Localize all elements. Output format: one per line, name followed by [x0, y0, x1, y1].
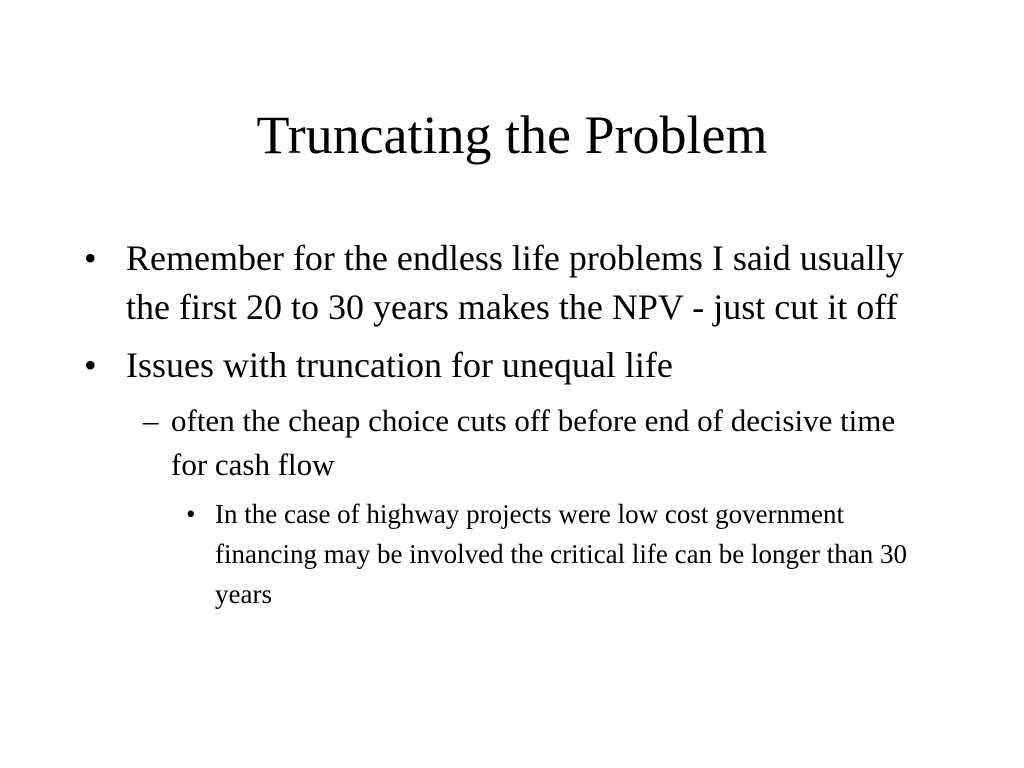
bullet-item [84, 234, 914, 332]
slide-title: Truncating the Problem [256, 105, 768, 165]
sub-bullet-text: often the cheap choice cuts off before end of decisive time for cash flow [171, 403, 896, 482]
sub-bullet-item [84, 399, 914, 487]
dash-marker: – [143, 403, 159, 438]
bullet-marker: • [84, 345, 97, 385]
sub-sub-bullet-text: In the case of highway projects were low cost government financing may be involved the critical life can be longer than 30 years [215, 499, 907, 609]
slide-body [84, 234, 914, 614]
bullet-marker: • [186, 499, 196, 529]
bullet-item [84, 341, 914, 390]
bullet-marker: • [84, 238, 97, 278]
sub-sub-bullet-item [84, 494, 914, 614]
bullet-text: Issues with truncation for unequal life [126, 345, 673, 385]
bullet-text: Remember for the endless life problems I said usually the first 20 to 30 years makes the NPV - just cut it off [126, 238, 904, 327]
